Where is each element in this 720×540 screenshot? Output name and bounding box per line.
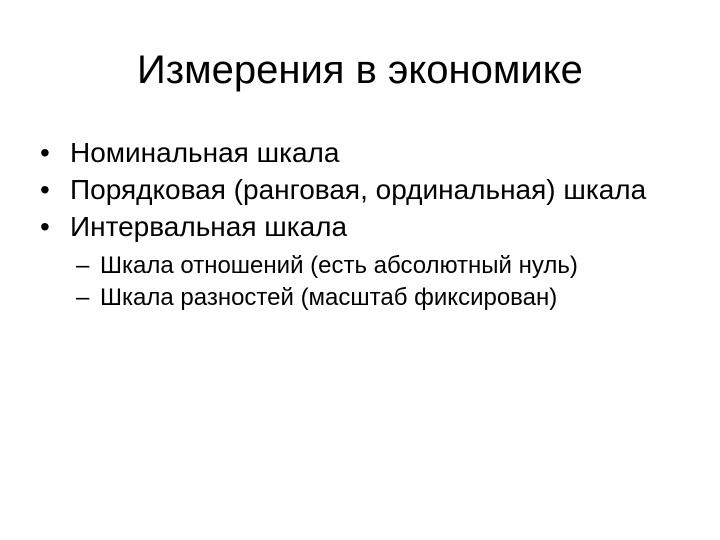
bullet-item-interval	[40, 208, 690, 245]
bullet-icon: •	[40, 174, 50, 205]
bullet-text: Порядковая (ранговая, ординальная) шкала	[70, 174, 647, 205]
dash-icon: –	[76, 284, 90, 311]
sub-bullet-text: Шкала отношений (есть абсолютный нуль)	[100, 252, 578, 279]
dash-icon: –	[76, 252, 90, 279]
bullet-item-ordinal	[40, 171, 690, 208]
bullet-icon: •	[40, 211, 50, 242]
bullet-text: Номинальная шкала	[70, 137, 340, 168]
sub-bullet-item-difference	[40, 282, 690, 314]
slide-title: Измерения в экономике	[137, 48, 583, 92]
bullet-icon: •	[40, 137, 50, 168]
bullet-list	[40, 134, 690, 314]
sub-bullet-item-ratio	[40, 250, 690, 282]
bullet-text: Интервальная шкала	[70, 211, 348, 242]
bullet-item-nominal	[40, 134, 690, 171]
sub-bullet-text: Шкала разностей (масштаб фиксирован)	[100, 284, 558, 311]
sub-bullet-list	[40, 250, 690, 314]
